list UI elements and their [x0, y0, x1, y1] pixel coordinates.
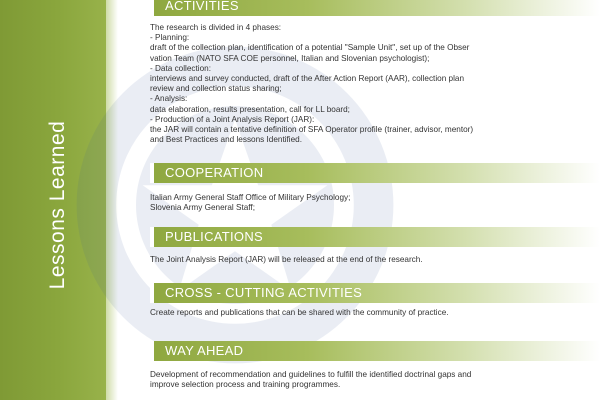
activities-line: review and collection status sharing;	[150, 84, 282, 94]
activities-line: - Production of a Joint Analysis Report (JAR):	[150, 114, 315, 124]
activities-body	[150, 23, 590, 145]
way-ahead-body	[150, 370, 590, 390]
cross-cutting-body	[150, 308, 590, 318]
activities-line: The research is divided in 4 phases:	[150, 23, 282, 32]
activities-line: - Data collection:	[150, 63, 211, 73]
activities-line: and Best Practices and lessons Identified.	[150, 135, 303, 145]
way-ahead-tick	[150, 341, 154, 361]
cooperation-line: Slovenia Army General Staff;	[150, 203, 255, 213]
activities-line: - Analysis:	[150, 94, 188, 104]
sidebar-title: Lessons Learned	[46, 120, 69, 290]
publications-body	[150, 255, 590, 265]
publications-tick	[150, 227, 154, 247]
cooperation-line: Italian Army General Staff Office of Military Psychology;	[150, 193, 351, 202]
cooperation-heading: COOPERATION	[165, 165, 264, 180]
cross-cutting-heading: CROSS - CUTTING ACTIVITIES	[165, 285, 363, 300]
way-ahead-heading: WAY AHEAD	[165, 343, 244, 358]
publications-line: The Joint Analysis Report (JAR) will be released at the end of the research.	[150, 255, 423, 264]
activities-tick	[150, 0, 154, 16]
activities-line: the JAR will contain a tentative definition of SFA Operator profile (trainer, advisor, mentor)	[150, 125, 474, 135]
sidebar-edge	[106, 0, 118, 400]
way-ahead-line: Development of recommendation and guidelines to fulfill the identified doctrinal gaps and	[150, 370, 472, 379]
way-ahead-line: improve selection process and training programmes.	[150, 380, 341, 390]
cooperation-tick	[150, 163, 154, 183]
cooperation-body	[150, 193, 590, 213]
activities-line: data elaboration, results presentation, call for LL board;	[150, 104, 350, 114]
activities-heading: ACTIVITIES	[165, 0, 239, 13]
cross-cutting-tick	[150, 283, 154, 303]
activities-line: - Planning:	[150, 33, 190, 43]
cross-cutting-line: Create reports and publications that can be shared with the community of practice.	[150, 308, 449, 317]
activities-line: vation Team (NATO SFA COE personnel, Italian and Slovenian psychologist);	[150, 53, 430, 63]
activities-line: draft of the collection plan, identification of a potential "Sample Unit", set up of the Obser	[150, 43, 470, 53]
publications-heading: PUBLICATIONS	[165, 229, 263, 244]
sidebar	[0, 0, 106, 400]
activities-line: interviews and survey conducted, draft of the After Action Report (AAR), collection plan	[150, 74, 465, 84]
